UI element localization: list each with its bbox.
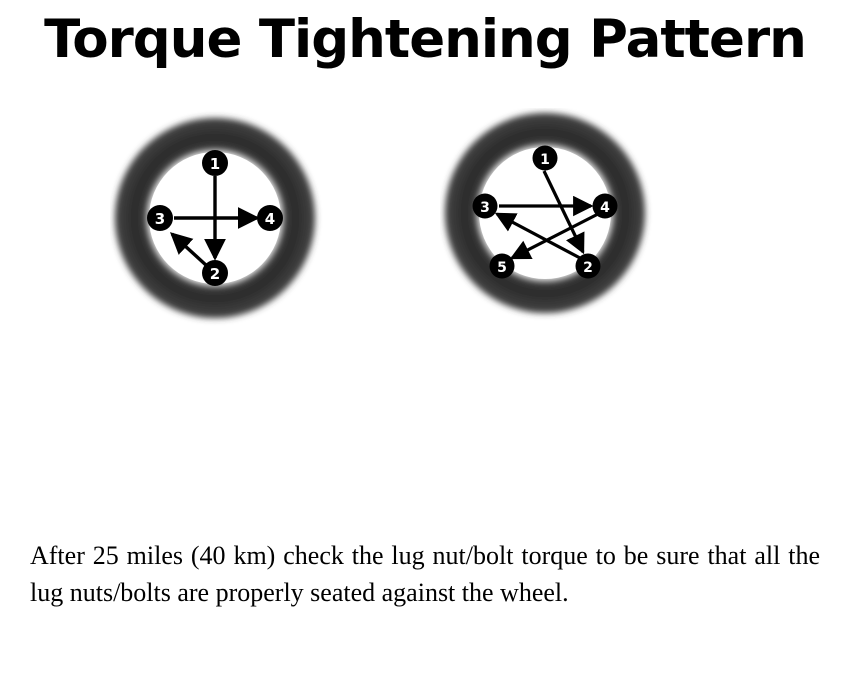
diagram-group	[0, 108, 850, 398]
lug-marker-5	[490, 254, 515, 279]
lug-label: 3	[154, 210, 166, 228]
lug-marker-4	[593, 194, 618, 219]
lug-label: 4	[264, 210, 276, 228]
lug-marker-1	[533, 146, 558, 171]
lug-marker-1	[202, 150, 228, 176]
lug-marker-3	[147, 205, 173, 231]
lug-label: 1	[209, 155, 221, 173]
lug-marker-4	[257, 205, 283, 231]
lug-marker-2	[202, 260, 228, 286]
lug-label: 5	[497, 260, 507, 276]
four-lug-wheel-diagram	[110, 108, 340, 368]
page-title: Torque Tightening Pattern	[44, 9, 806, 70]
lug-label: 3	[480, 200, 490, 216]
lug-label: 4	[600, 200, 610, 216]
lug-label: 1	[540, 152, 550, 168]
instruction-caption: After 25 miles (40 km) check the lug nut/bolt torque to be sure that all the lug nuts/bolts are properly seated against the wheel.	[30, 541, 820, 607]
lug-label: 2	[209, 265, 221, 283]
lug-label: 2	[583, 260, 593, 276]
lug-marker-3	[473, 194, 498, 219]
lug-marker-2	[576, 254, 601, 279]
five-lug-wheel-diagram	[440, 108, 670, 368]
